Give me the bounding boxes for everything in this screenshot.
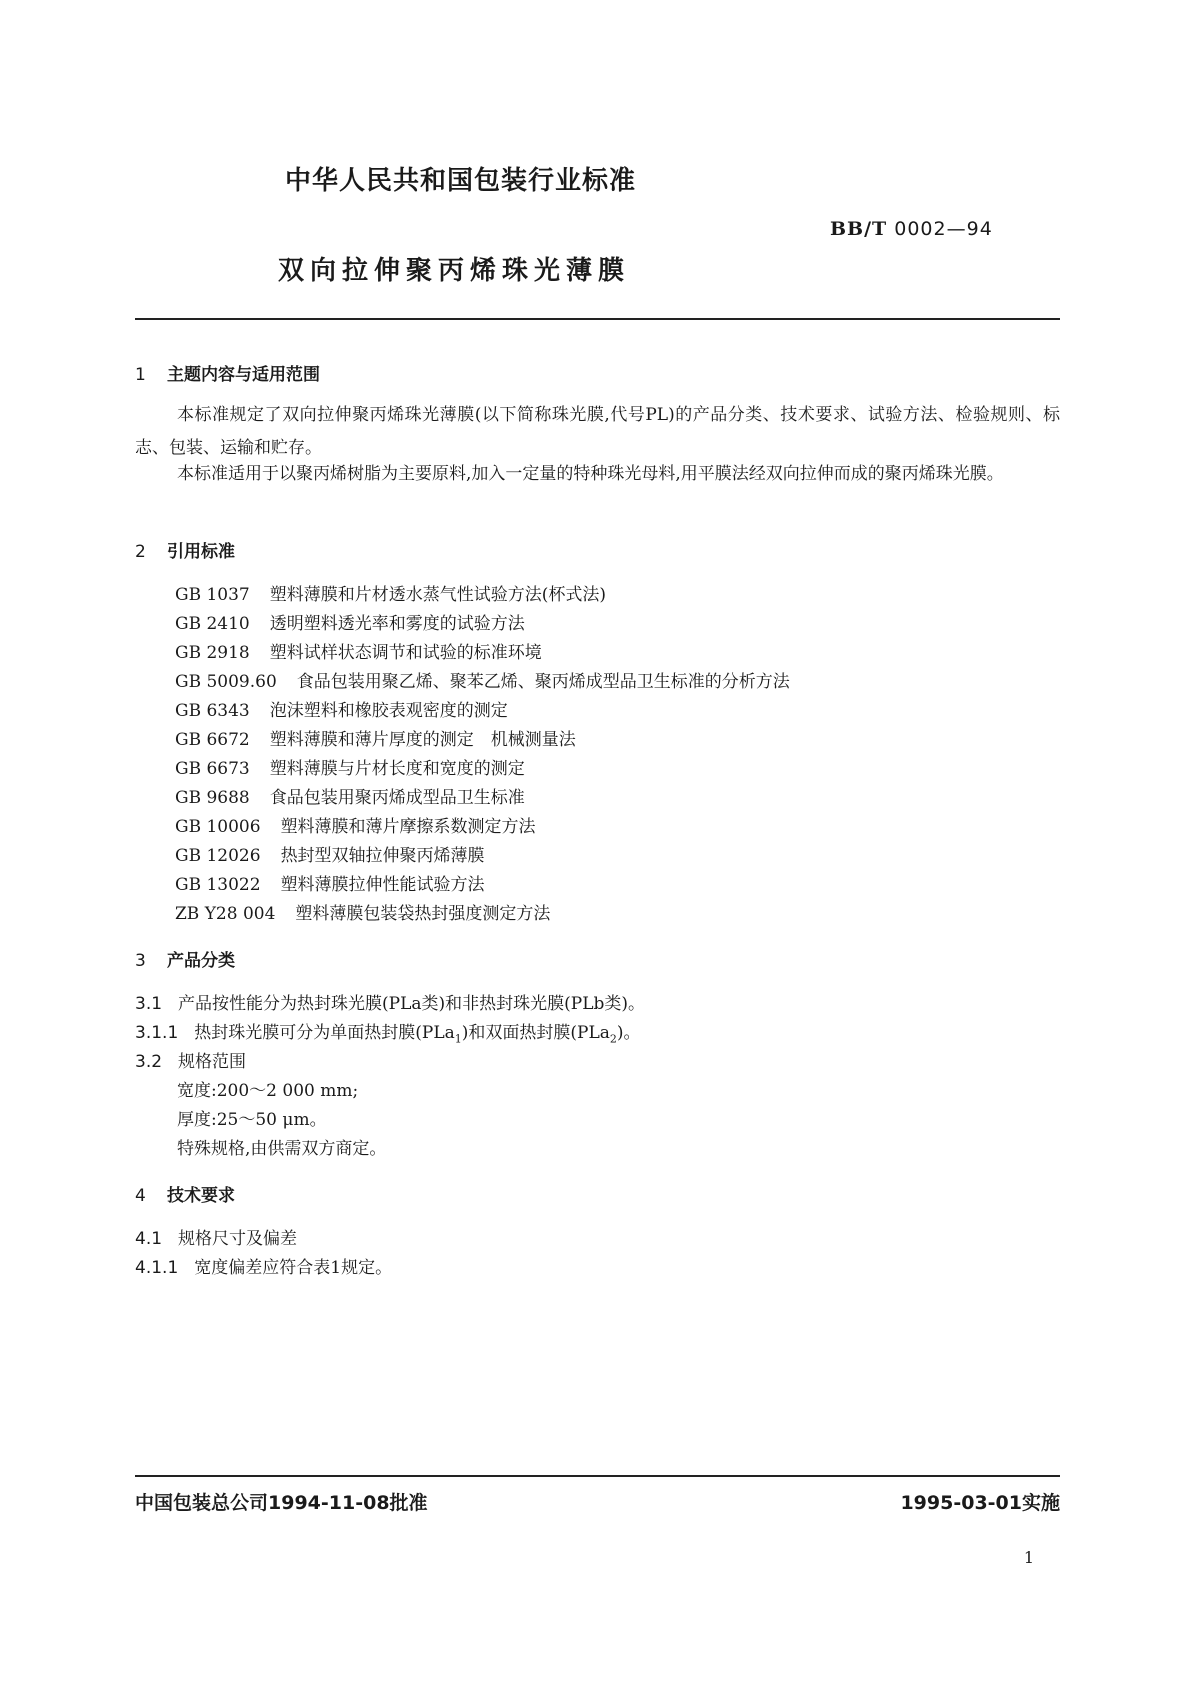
document-title: 双向拉伸聚丙烯珠光薄膜	[278, 256, 631, 286]
approval-date: 中国包装总公司1994-11-08批准	[135, 1492, 428, 1514]
reference-code: GB 6673	[175, 759, 250, 779]
reference-title: 塑料试样状态调节和试验的标准环境	[269, 643, 542, 663]
reference-code: GB 10006	[175, 817, 261, 837]
subscript: 2	[609, 1032, 617, 1046]
reference-item	[175, 580, 606, 605]
footer-rule	[135, 1475, 1060, 1477]
reference-item	[175, 812, 536, 837]
section-number: 4	[135, 1186, 146, 1206]
reference-code: GB 1037	[175, 585, 250, 605]
clause-number: 3.2	[135, 1052, 163, 1072]
section-number: 3	[135, 951, 146, 971]
reference-code: GB 9688	[175, 788, 250, 808]
clause-text: 产品按性能分为热封珠光膜(PLa类)和非热封珠光膜(PLb类)。	[178, 994, 646, 1014]
reference-code: GB 13022	[175, 875, 261, 895]
section-3-heading	[135, 946, 235, 971]
reference-code: GB 2410	[175, 614, 250, 634]
clause-text: 规格尺寸及偏差	[178, 1229, 298, 1249]
spec-thickness: 厚度:25～50 μm。	[177, 1110, 327, 1130]
clause-number: 4.1	[135, 1229, 163, 1249]
reference-title: 塑料薄膜和片材透水蒸气性试验方法(杯式法)	[269, 585, 607, 605]
spec-width: 宽度:200～2 000 mm;	[177, 1081, 359, 1101]
reference-title: 塑料薄膜与片材长度和宽度的测定	[269, 759, 525, 779]
reference-title: 食品包装用聚乙烯、聚苯乙烯、聚丙烯成型品卫生标准的分析方法	[296, 672, 790, 692]
reference-code: GB 6343	[175, 701, 250, 721]
header-rule	[135, 318, 1060, 320]
reference-title: 塑料薄膜和薄片摩擦系数测定方法	[280, 817, 536, 837]
reference-item	[175, 841, 485, 866]
reference-item	[175, 899, 550, 924]
reference-title: 塑料薄膜拉伸性能试验方法	[280, 875, 485, 895]
section-1-paragraph-2: 本标准适用于以聚丙烯树脂为主要原料,加入一定量的特种珠光母料,用平膜法经双向拉伸而成的聚丙烯珠光膜。	[177, 464, 1004, 484]
reference-title: 塑料薄膜和薄片厚度的测定 机械测量法	[269, 730, 576, 750]
clause-number: 4.1.1	[135, 1258, 179, 1278]
reference-item	[175, 725, 576, 750]
reference-title: 塑料薄膜包装袋热封强度测定方法	[295, 904, 551, 924]
clause-3-2	[135, 1047, 246, 1072]
section-4-heading	[135, 1181, 235, 1206]
reference-item	[175, 870, 485, 895]
clause-text: )。	[616, 1023, 641, 1043]
clause-text: 热封珠光膜可分为单面热封膜(PLa	[194, 1023, 455, 1043]
reference-item	[175, 638, 542, 663]
section-1-heading	[135, 360, 320, 385]
reference-title: 食品包装用聚丙烯成型品卫生标准	[269, 788, 525, 808]
reference-code: GB 2918	[175, 643, 250, 663]
standard-code-number: 0002—94	[894, 218, 993, 240]
effective-date: 1995-03-01实施	[900, 1492, 1060, 1514]
clause-text: )和双面热封膜(PLa	[461, 1023, 610, 1043]
section-title: 产品分类	[167, 951, 235, 971]
clause-3-1-1	[135, 1018, 641, 1045]
section-title: 主题内容与适用范围	[167, 365, 320, 385]
reference-code: ZB Y28 004	[175, 904, 276, 924]
reference-item	[175, 783, 525, 808]
section-title: 技术要求	[167, 1186, 235, 1206]
clause-number: 3.1.1	[135, 1023, 179, 1043]
section-title: 引用标准	[167, 542, 235, 562]
reference-title: 透明塑料透光率和雾度的试验方法	[269, 614, 525, 634]
standard-code-prefix: BB/T	[830, 218, 888, 240]
clause-text: 规格范围	[178, 1052, 247, 1072]
clause-4-1	[135, 1224, 297, 1249]
reference-code: GB 6672	[175, 730, 250, 750]
reference-item	[175, 609, 525, 634]
reference-title: 泡沫塑料和橡胶表观密度的测定	[269, 701, 508, 721]
section-number: 1	[135, 365, 146, 385]
standard-code	[830, 218, 993, 240]
section-1-paragraph-1: 本标准规定了双向拉伸聚丙烯珠光薄膜(以下简称珠光膜,代号PL)的产品分类、技术要求、试验方法、检验规则、标志、包装、运输和贮存。	[135, 405, 1060, 458]
reference-title: 热封型双轴拉伸聚丙烯薄膜	[280, 846, 485, 866]
section-number: 2	[135, 542, 146, 562]
subscript: 1	[454, 1032, 462, 1046]
reference-item	[175, 754, 525, 779]
page-number: 1	[1023, 1548, 1034, 1567]
spec-special: 特殊规格,由供需双方商定。	[177, 1139, 387, 1159]
reference-code: GB 5009.60	[175, 672, 277, 692]
clause-number: 3.1	[135, 994, 163, 1014]
reference-code: GB 12026	[175, 846, 261, 866]
reference-item	[175, 667, 790, 692]
reference-item	[175, 696, 508, 721]
clause-3-1	[135, 989, 645, 1014]
clause-4-1-1	[135, 1253, 392, 1278]
clause-text: 宽度偏差应符合表1规定。	[194, 1258, 393, 1278]
section-2-heading	[135, 537, 235, 562]
standard-header-title: 中华人民共和国包装行业标准	[285, 166, 637, 196]
